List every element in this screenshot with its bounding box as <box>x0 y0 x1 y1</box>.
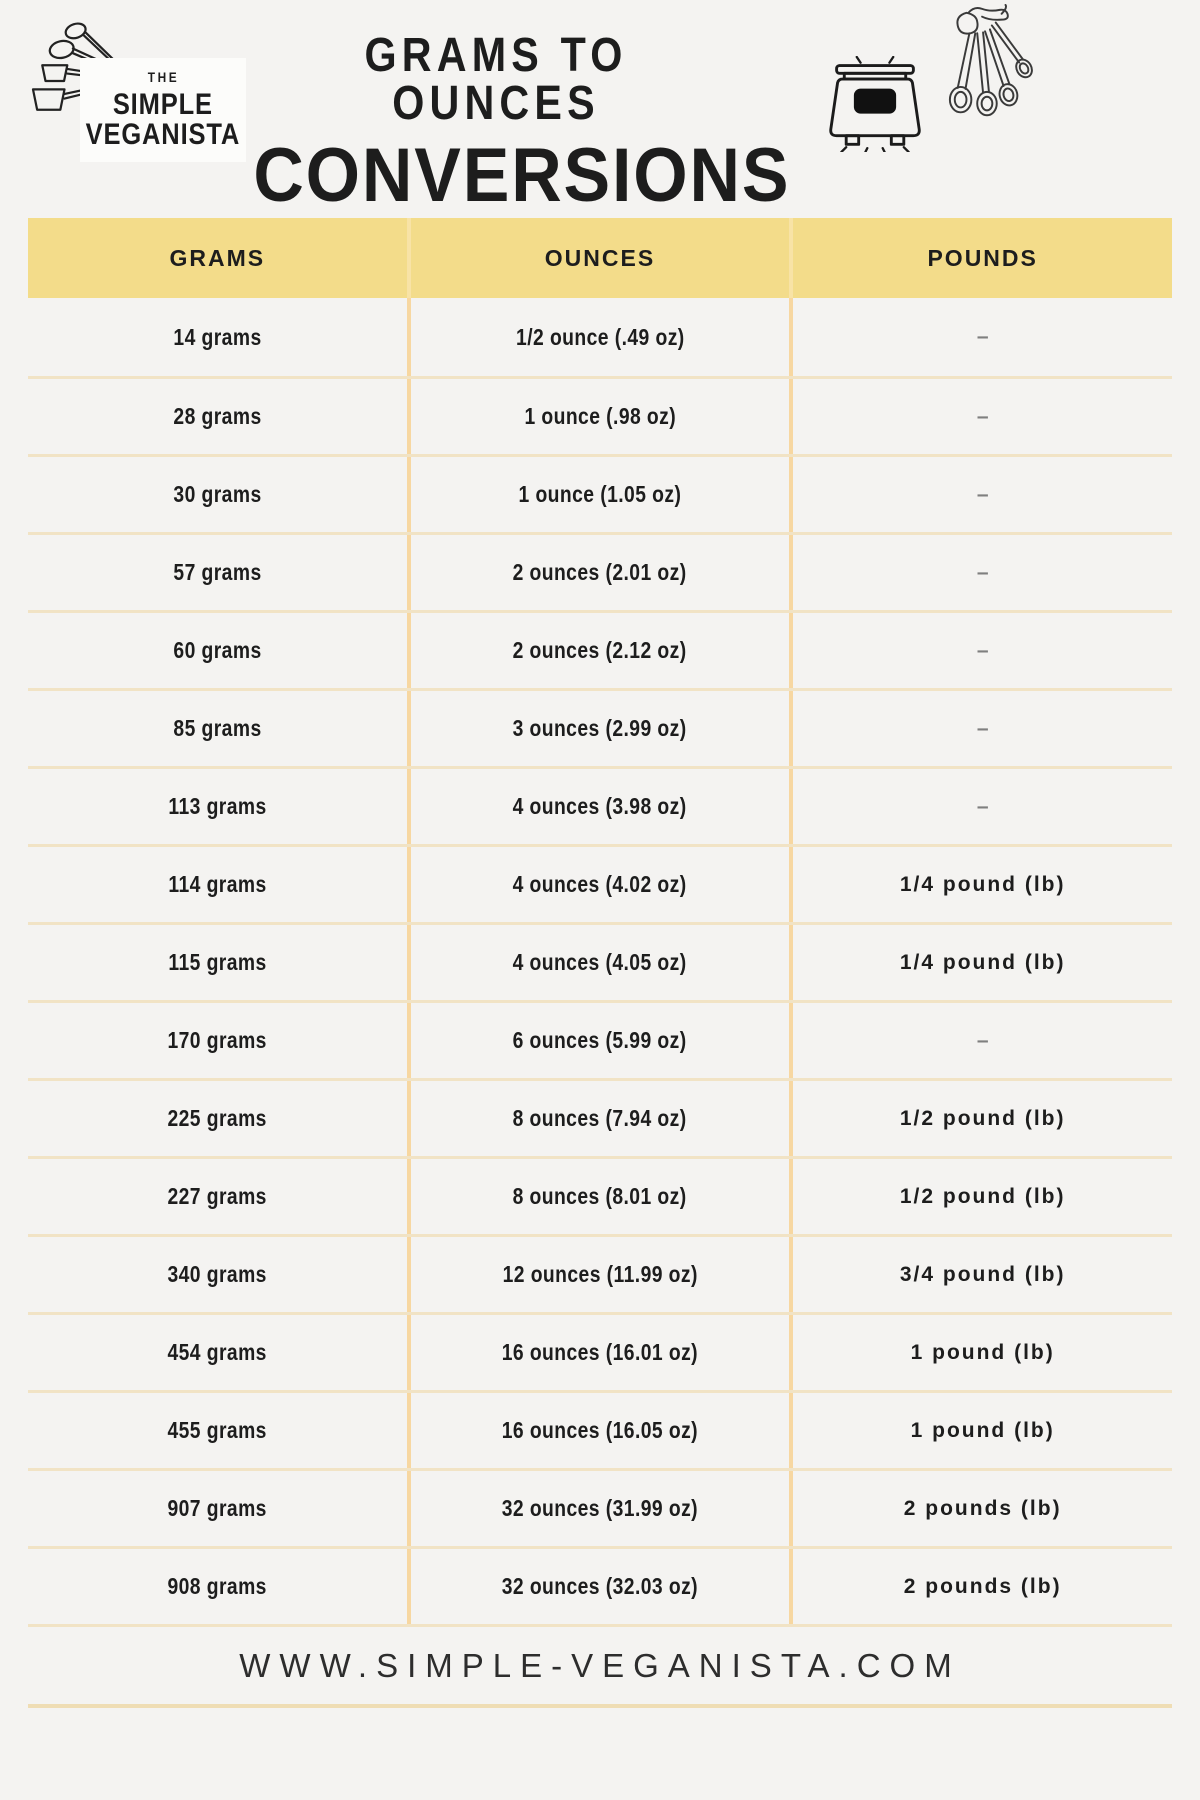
grams-cell: 454 grams <box>167 1339 268 1365</box>
conversion-table <box>28 218 1172 1708</box>
grams-cell: 114 grams <box>168 871 267 897</box>
table-row <box>28 454 1172 532</box>
table-row <box>28 1312 1172 1390</box>
brand-line-veganista: VEGANISTA <box>85 118 241 151</box>
brand-card <box>80 58 246 162</box>
ounces-cell: 4 ounces (3.98 oz) <box>407 769 794 844</box>
page-title-line1: GRAMS TO OUNCES <box>364 29 628 130</box>
table-row <box>28 376 1172 454</box>
pounds-cell: 3/4 pound (lb) <box>899 1262 1066 1286</box>
page-title <box>230 29 810 218</box>
column-header-ounces: OUNCES <box>407 218 794 298</box>
page-title-line2: CONVERSIONS <box>253 133 791 218</box>
ounces-cell: 2 ounces (2.01 oz) <box>407 535 794 610</box>
ounces-cell: 6 ounces (5.99 oz) <box>407 1003 794 1078</box>
ounces-cell: 16 ounces (16.01 oz) <box>407 1315 794 1390</box>
grams-cell: 170 grams <box>167 1027 268 1053</box>
brand-line-the: THE <box>147 69 179 85</box>
table-header <box>28 218 1172 298</box>
table-rows <box>28 298 1172 1624</box>
grams-cell: 227 grams <box>167 1183 268 1209</box>
ounces-cell: 32 ounces (31.99 oz) <box>407 1471 794 1546</box>
grams-cell: 60 grams <box>173 637 262 663</box>
grams-cell: 14 grams <box>173 323 262 350</box>
table-row <box>28 922 1172 1000</box>
grams-cell: 455 grams <box>167 1417 268 1443</box>
column-header-pounds: POUNDS <box>927 244 1038 271</box>
pounds-cell: 1/2 pound (lb) <box>899 1184 1066 1208</box>
pounds-cell: – <box>976 794 989 818</box>
grams-cell: 113 grams <box>168 793 267 819</box>
pounds-cell: 1/4 pound (lb) <box>899 950 1066 974</box>
ounces-cell: 1/2 ounce (.49 oz) <box>407 298 794 376</box>
pounds-cell: 1/2 pound (lb) <box>899 1106 1066 1130</box>
ounces-cell: 1 ounce (1.05 oz) <box>407 457 794 532</box>
table-row <box>28 298 1172 376</box>
ounces-cell: 3 ounces (2.99 oz) <box>407 691 794 766</box>
pounds-cell: – <box>976 325 989 348</box>
ounces-cell: 4 ounces (4.02 oz) <box>407 847 794 922</box>
pounds-cell: – <box>976 560 989 584</box>
table-row <box>28 766 1172 844</box>
measuring-spoons-icon <box>936 4 1036 126</box>
column-header-grams: GRAMS <box>169 244 266 271</box>
grams-cell: 225 grams <box>167 1105 268 1131</box>
table-row <box>28 1156 1172 1234</box>
ounces-cell: 8 ounces (7.94 oz) <box>407 1081 794 1156</box>
grams-cell: 28 grams <box>173 403 262 429</box>
pounds-cell: 1 pound (lb) <box>910 1418 1055 1442</box>
pounds-cell: – <box>976 404 989 428</box>
pounds-cell: 1 pound (lb) <box>910 1340 1055 1364</box>
pounds-cell: – <box>976 482 989 506</box>
grams-cell: 340 grams <box>167 1261 268 1287</box>
table-row <box>28 1390 1172 1468</box>
grams-cell: 85 grams <box>173 715 262 741</box>
ounces-cell: 2 ounces (2.12 oz) <box>407 613 794 688</box>
pounds-cell: – <box>976 1028 989 1052</box>
pounds-cell: – <box>976 638 989 662</box>
website-url: WWW.SIMPLE-VEGANISTA.COM <box>239 1646 961 1684</box>
footer-bar <box>28 1624 1172 1708</box>
ounces-cell: 1 ounce (.98 oz) <box>407 379 794 454</box>
table-row <box>28 1234 1172 1312</box>
brand-line-simple: SIMPLE <box>112 88 214 121</box>
ounces-cell: 8 ounces (8.01 oz) <box>407 1159 794 1234</box>
ounces-cell: 4 ounces (4.05 oz) <box>407 925 794 1000</box>
table-row <box>28 688 1172 766</box>
header-section <box>0 0 1200 218</box>
grams-cell: 57 grams <box>173 559 262 585</box>
table-row <box>28 610 1172 688</box>
table-row <box>28 532 1172 610</box>
grams-cell: 908 grams <box>167 1573 268 1599</box>
table-row <box>28 1468 1172 1546</box>
pounds-cell: – <box>976 716 989 740</box>
grams-cell: 115 grams <box>168 949 267 975</box>
pounds-cell: 2 pounds (lb) <box>903 1496 1062 1520</box>
table-row <box>28 844 1172 922</box>
ounces-cell: 32 ounces (32.03 oz) <box>407 1549 794 1624</box>
grams-cell: 907 grams <box>167 1495 268 1521</box>
grams-cell: 30 grams <box>173 481 262 507</box>
ounces-cell: 16 ounces (16.05 oz) <box>407 1393 794 1468</box>
table-row <box>28 1000 1172 1078</box>
table-row <box>28 1546 1172 1624</box>
table-row <box>28 1078 1172 1156</box>
ounces-cell: 12 ounces (11.99 oz) <box>407 1237 794 1312</box>
pounds-cell: 1/4 pound (lb) <box>899 872 1066 896</box>
pounds-cell: 2 pounds (lb) <box>903 1574 1062 1598</box>
kitchen-scale-icon <box>815 56 935 152</box>
